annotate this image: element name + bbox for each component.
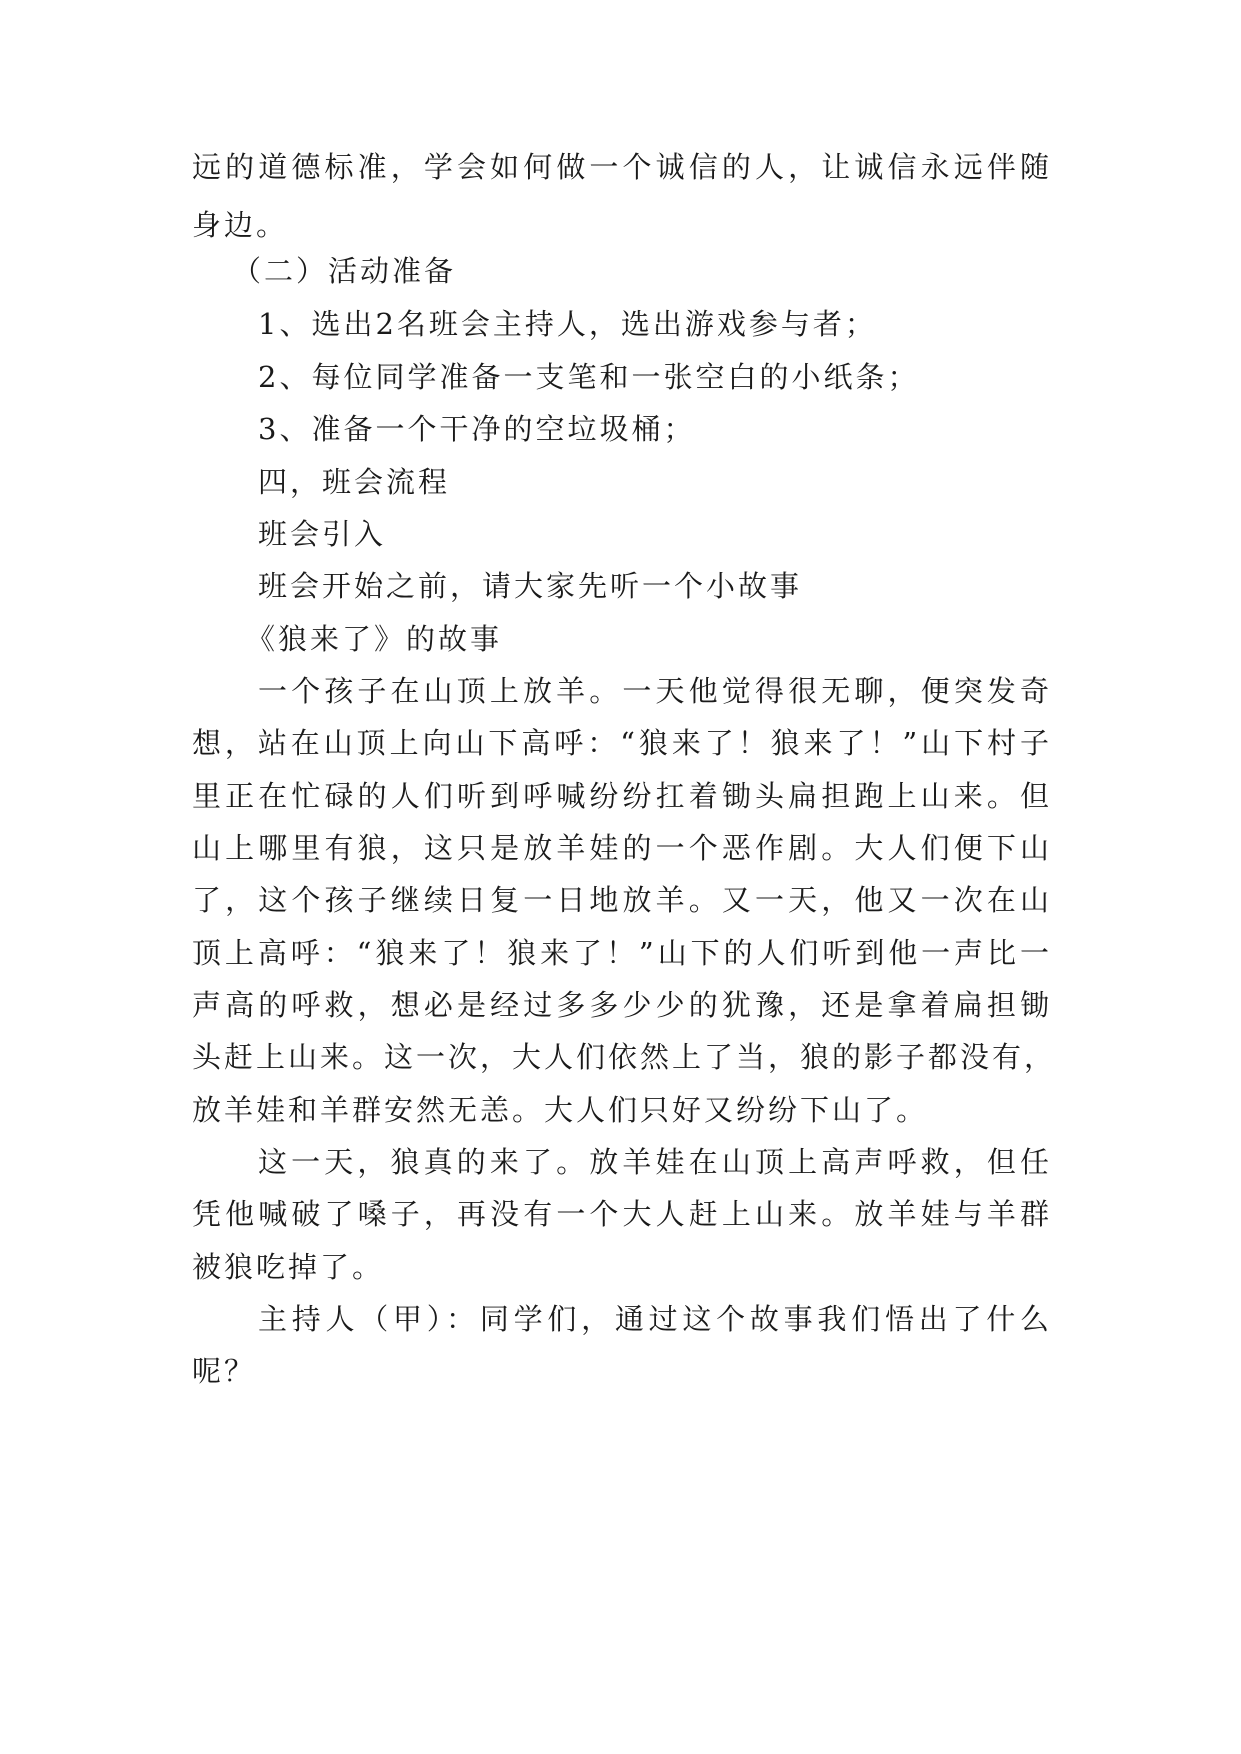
section-heading: （二）活动准备 [232,254,457,288]
list-item: 1、选出2名班会主持人，选出游戏参与者； [258,307,877,341]
paragraph-line: 这一天，狼真的来了。放羊娃在山顶上高声呼救，但任 [258,1145,1052,1179]
paragraph-line: 放羊娃和羊群安然无恙。大人们只好又纷纷下山了。 [192,1093,929,1127]
list-item: 2、每位同学准备一支笔和一张空白的小纸条； [258,360,920,394]
paragraph-line: 山上哪里有狼，这只是放羊娃的一个恶作剧。大人们便下山 [192,831,1052,865]
paragraph-line: 顶上高呼：“狼来了！狼来了！”山下的人们听到他一声比一 [192,936,1052,970]
paragraph-line: 了，这个孩子继续日复一日地放羊。又一天，他又一次在山 [192,883,1052,917]
subheading: 班会引入 [258,517,387,551]
paragraph-line: 班会开始之前，请大家先听一个小故事 [258,569,803,603]
story-title: 《狼来了》的故事 [246,622,503,656]
section-heading: 四，班会流程 [258,465,451,499]
paragraph-line: 想，站在山顶上向山下高呼：“狼来了！狼来了！”山下村子 [192,726,1052,760]
paragraph-line: 头赶上山来。这一次，大人们依然上了当，狼的影子都没有， [192,1040,1057,1074]
paragraph-line: 身边。 [192,208,289,242]
paragraph-line: 呢？ [192,1354,257,1388]
paragraph-line: 凭他喊破了嗓子，再没有一个大人赶上山来。放羊娃与羊群 [192,1197,1052,1231]
paragraph-line: 远的道德标准，学会如何做一个诚信的人，让诚信永远伴随 [192,150,1052,184]
paragraph-line: 里正在忙碌的人们听到呼喊纷纷扛着锄头扁担跑上山来。但 [192,779,1052,813]
paragraph-line: 声高的呼救，想必是经过多多少少的犹豫，还是拿着扁担锄 [192,988,1052,1022]
paragraph-line: 主持人（甲）：同学们，通过这个故事我们悟出了什么 [258,1302,1052,1336]
paragraph-line: 被狼吃掉了。 [192,1250,385,1284]
list-item: 3、准备一个干净的空垃圾桶； [258,412,696,446]
paragraph-line: 一个孩子在山顶上放羊。一天他觉得很无聊，便突发奇 [258,674,1052,708]
